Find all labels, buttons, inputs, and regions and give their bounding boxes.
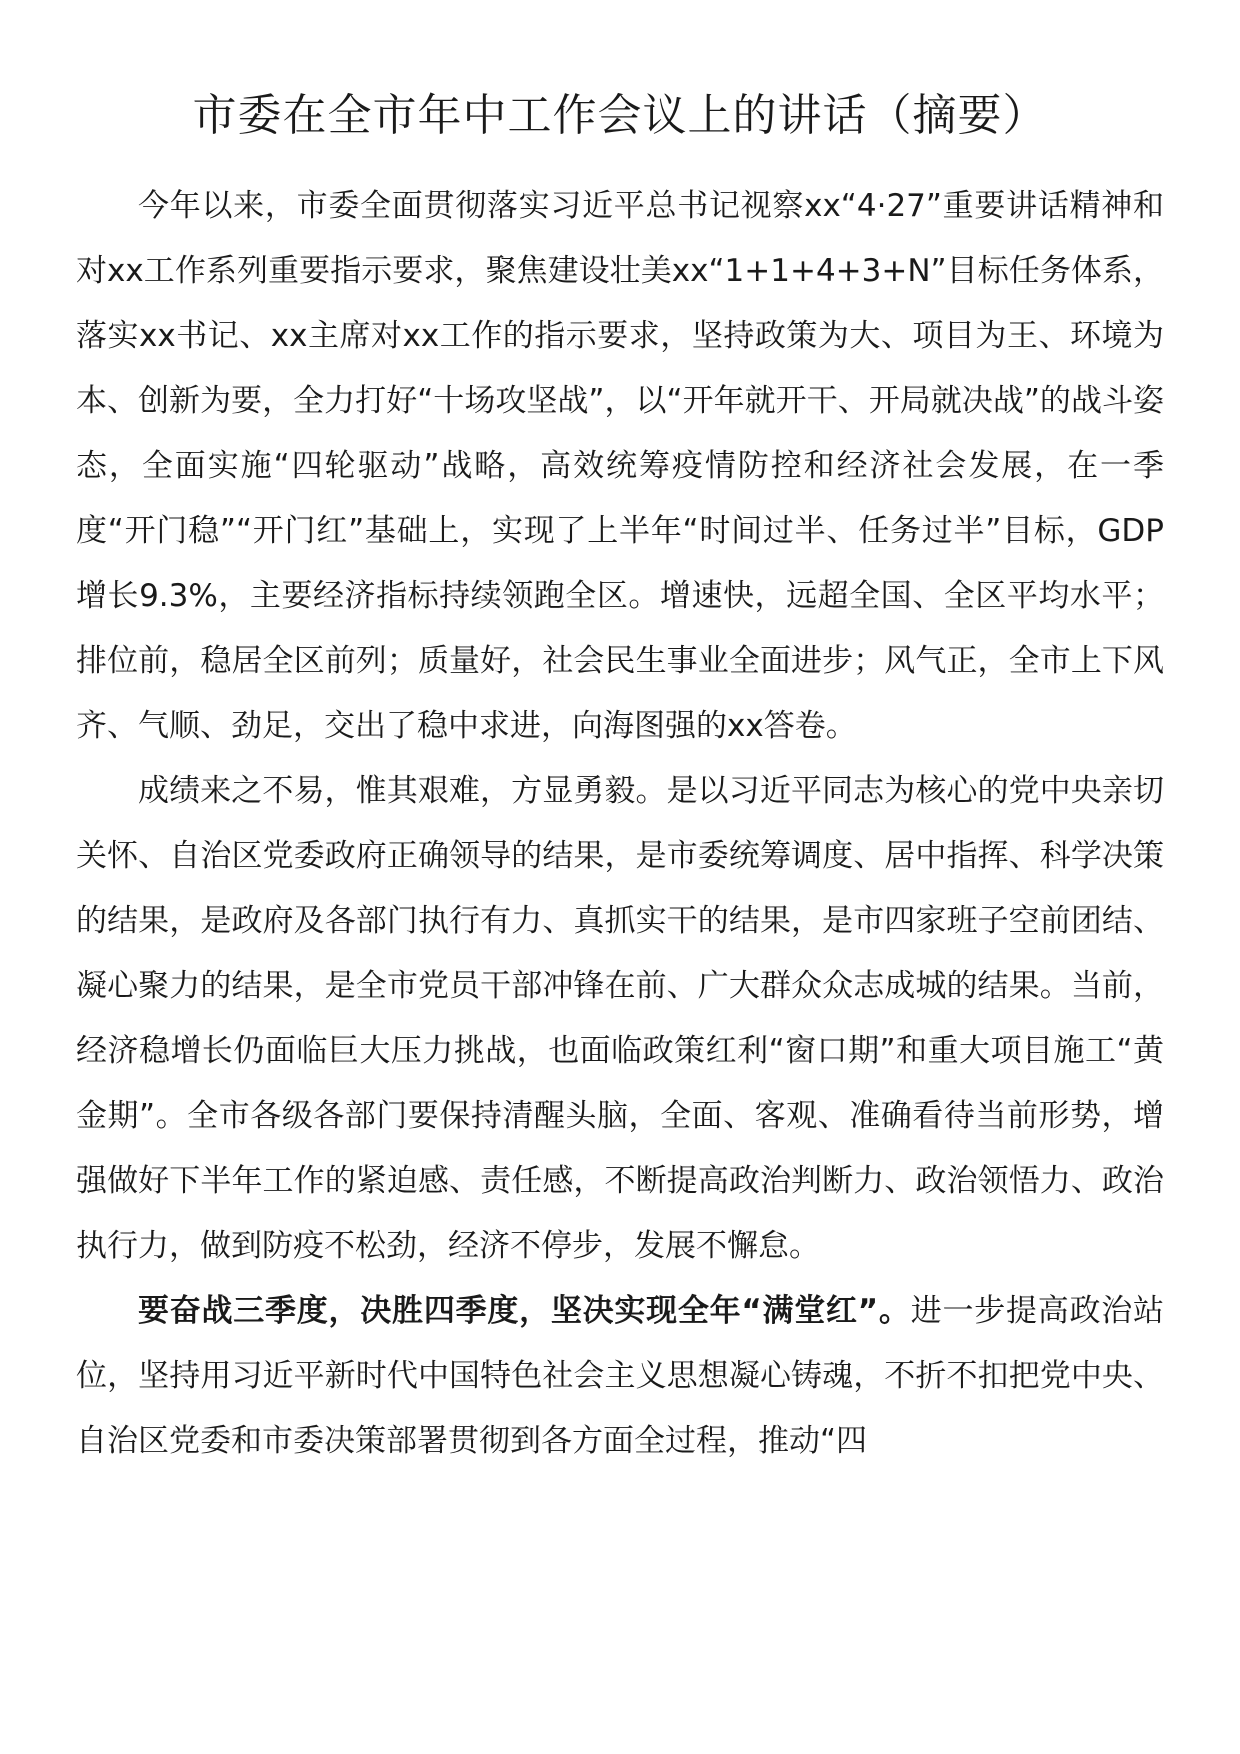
paragraph-3	[76, 1279, 1164, 1474]
document-title: 市委在全市年中工作会议上的讲话（摘要）	[192, 90, 1048, 141]
paragraph-3-bold-lead: 要奋战三季度，决胜四季度，坚决实现全年“满堂红”。	[138, 1293, 911, 1329]
paragraph-3-body: 进一步提高政治站位，坚持用习近平新时代中国特色社会主义思想凝心铸魂，不折不扣把党中央、自治区党委和市委决策部署贯彻到各方面全过程，推动“四	[76, 1293, 1165, 1459]
paragraph-2: 成绩来之不易，惟其艰难，方显勇毅。是以习近平同志为核心的党中央亲切关怀、自治区党委政府正确领导的结果，是市委统筹调度、居中指挥、科学决策的结果，是政府及各部门执行有力、真抓实干的结果，是市四家班子空前团结、凝心聚力的结果，是全市党员干部冲锋在前、广大群众众志成城的结果。当前，经济稳增长仍面临巨大压力挑战，也面临政策红利“窗口期”和重大项目施工“黄金期”。全市各级各部门要保持清醒头脑，全面、客观、准确看待当前形势，增强做好下半年工作的紧迫感、责任感，不断提高政治判断力、政治领悟力、政治执行力，做到防疫不松劲，经济不停步，发展不懈怠。	[76, 773, 1164, 1264]
paragraph-1: 今年以来，市委全面贯彻落实习近平总书记视察xx“4·27”重要讲话精神和对xx工作系列重要指示要求，聚焦建设壮美xx“1+1+4+3+N”目标任务体系，落实xx书记、xx主席对xx工作的指示要求，坚持政策为大、项目为王、环境为本、创新为要，全力打好“十场攻坚战”，以“开年就开干、开局就决战”的战斗姿态，全面实施“四轮驱动”战略，高效统筹疫情防控和经济社会发展，在一季度“开门稳”“开门红”基础上，实现了上半年“时间过半、任务过半”目标，GDP增长9.3%，主要经济指标持续领跑全区。增速快，远超全国、全区平均水平；排位前，稳居全区前列；质量好，社会民生事业全面进步；风气正，全市上下风齐、气顺、劲足，交出了稳中求进，向海图强的xx答卷。	[76, 188, 1164, 744]
